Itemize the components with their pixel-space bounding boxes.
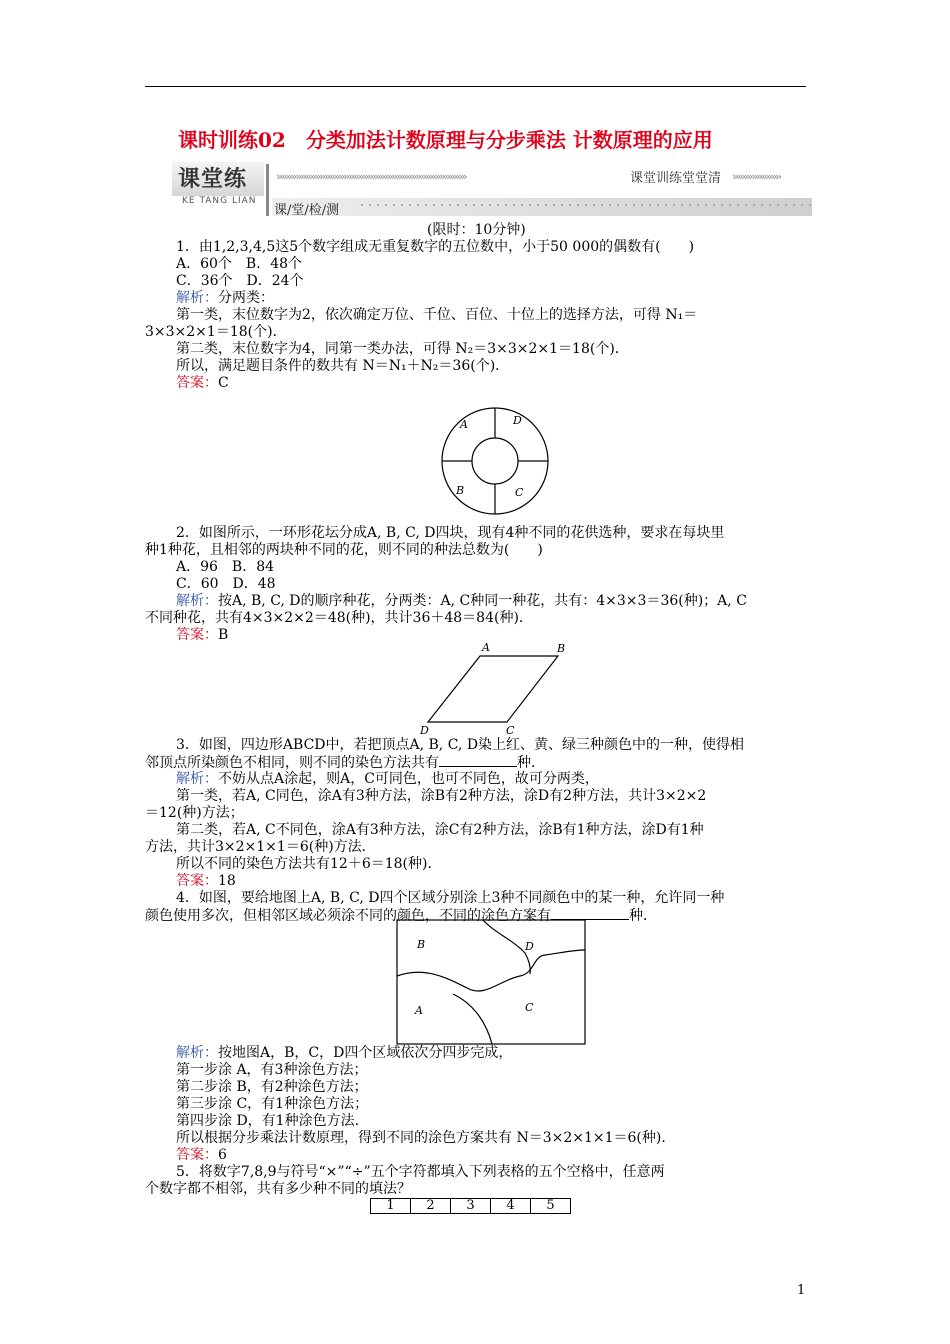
q4-step2: 第二步涂 B，有2种涂色方法； xyxy=(176,1079,368,1095)
ring-label-a: A xyxy=(460,418,468,431)
q1-stem: 1．由1,2,3,4,5这5个数字组成无重复数字的五位数中，小于50 000的偶数有( ) xyxy=(176,239,695,255)
q2-solution-text: 按A, B, C, D的顺序种花，分两类：A, C种同一种花，共有：4×3×3＝36(种)；A, C xyxy=(218,593,747,609)
ring-figure xyxy=(420,400,570,522)
quad-label-a: A xyxy=(482,641,490,654)
q3-stem-l1: 3．如图，四边形ABCD中，若把顶点A, B, C, D染上红、黄、绿三种颜色中的一种，使得相 xyxy=(176,737,745,753)
map-label-a: A xyxy=(415,1004,423,1017)
q3-solution-l7: 所以不同的染色方法共有12＋6＝18(种)． xyxy=(176,856,442,872)
q3-answer: 18 xyxy=(218,873,236,889)
parallelogram-figure xyxy=(410,640,580,738)
q3-stem-l2-text: 邻顶点所染颜色不相同，则不同的染色方法共有 xyxy=(145,755,439,771)
q1-solution-label: 解析： xyxy=(176,290,218,306)
q4-answer: 6 xyxy=(218,1147,227,1163)
q3-answer-blank xyxy=(439,754,517,767)
q5-stem-l1: 5．将数字7,8,9与符号“×”“÷”五个字符都填入下列表格的五个空格中，任意两 xyxy=(176,1164,665,1180)
q2-options-cd: C．60 D．48 xyxy=(176,576,276,592)
q1-solution-l1: 第一类，末位数字为2，依次确定万位、千位、百位、十位上的选择方法，可得 N₁＝ xyxy=(176,307,698,323)
q2-stem-l1: 2．如图所示，一环形花坛分成A, B, C, D四块，现有4种不同的花供选种，要求在每块里 xyxy=(176,525,725,541)
q1-answer-label: 答案： xyxy=(176,375,218,391)
dot-decoration xyxy=(358,202,812,208)
map-label-b: B xyxy=(417,938,426,951)
q4-stem-l2-text: 颜色使用多次，但相邻区域必须涂不同的颜色，不同的涂色方案有 xyxy=(145,908,551,924)
q5-stem-l2: 个数字都不相邻，共有多少种不同的填法？ xyxy=(145,1181,411,1197)
q1-solution-line xyxy=(176,290,846,307)
table-cell-2: 2 xyxy=(411,1199,451,1214)
ring-label-d: D xyxy=(513,414,522,427)
page-number: 1 xyxy=(797,1283,806,1298)
q4-stem-l2-end: 种． xyxy=(629,908,657,924)
q1-solution-l3: 第二类，末位数字为4，同第一类办法，可得 N₂＝3×3×2×1＝18(个)． xyxy=(176,341,629,357)
page-title: 课时训练02 分类加法计数原理与分步乘法 计数原理的应用 xyxy=(178,128,713,152)
banner-logo: 课堂练 xyxy=(172,162,264,196)
quad-label-c: C xyxy=(506,724,515,737)
q2-solution-line xyxy=(176,593,846,610)
q3-answer-line xyxy=(176,873,846,890)
q2-answer: B xyxy=(218,627,229,643)
banner-pinyin: KE TANG LIAN xyxy=(182,196,257,206)
table-cell-5: 5 xyxy=(531,1199,571,1214)
q5-table xyxy=(370,1198,571,1214)
q4-solution-line xyxy=(176,1045,846,1062)
q1-answer-line xyxy=(176,375,846,392)
map-figure xyxy=(395,918,587,1046)
q3-solution-line xyxy=(176,771,846,788)
q4-step4: 第四步涂 D，有1种涂色方法． xyxy=(176,1113,369,1129)
quad-label-b: B xyxy=(557,642,566,655)
table-row xyxy=(371,1199,571,1214)
map-label-d: D xyxy=(525,940,534,953)
ring-label-c: C xyxy=(515,486,524,499)
table-cell-1: 1 xyxy=(371,1199,411,1214)
arrow-decoration: ››››››››››››››››››››››››››››››››››››››››››››››››››››››››››››››››››››››››››››››› xyxy=(276,170,466,183)
q1-answer: C xyxy=(218,375,229,391)
q3-solution-l3: 第一类，若A, C同色，涂A有3种方法，涂B有2种方法，涂D有2种方法，共计3×2×2 xyxy=(176,788,707,804)
q1-options-ab: A．60个 B．48个 xyxy=(176,256,303,272)
q1-solution-text: 分两类： xyxy=(218,290,274,306)
quad-label-d: D xyxy=(420,724,429,737)
q4-solution-label: 解析： xyxy=(176,1045,218,1061)
banner-sub-label: 课/堂/检/测 xyxy=(274,203,340,218)
q4-answer-line xyxy=(176,1147,846,1164)
q2-solution-label: 解析： xyxy=(176,593,218,609)
q3-solution-l6: 方法，共计3×2×1×1＝6(种)方法． xyxy=(145,839,376,855)
q3-solution-text: 不妨从点A涂起，则A，C可同色，也可不同色，故可分两类， xyxy=(218,771,599,787)
map-label-c: C xyxy=(525,1001,534,1014)
q1-solution-l4: 所以，满足题目条件的数共有 N＝N₁＋N₂＝36(个)． xyxy=(176,358,510,374)
section-banner xyxy=(172,162,812,220)
q1-options-cd: C．36个 D．24个 xyxy=(176,273,304,289)
q4-solution-text: 按地图A，B，C，D四个区域依次分四步完成， xyxy=(218,1045,513,1061)
q3-solution-l4: ＝12(种)方法； xyxy=(145,805,244,821)
q4-conclusion: 所以根据分步乘法计数原理，得到不同的涂色方案共有 N＝3×2×1×1＝6(种)． xyxy=(176,1130,676,1146)
q4-answer-label: 答案： xyxy=(176,1147,218,1163)
q2-solution-l2: 不同种花，共有4×3×2×2＝48(种)，共计36＋48＝84(种)． xyxy=(145,610,533,626)
q3-stem-l2 xyxy=(145,754,815,772)
q2-answer-label: 答案： xyxy=(176,627,218,643)
q1-solution-l2: 3×3×2×1＝18(个)． xyxy=(145,324,287,340)
q3-answer-label: 答案： xyxy=(176,873,218,889)
ring-label-b: B xyxy=(456,484,465,497)
q3-solution-l5: 第二类，若A, C不同色，涂A有3种方法，涂C有2种方法，涂B有1种方法，涂D有1种 xyxy=(176,822,704,838)
banner-right-label: 课堂训练堂堂清 xyxy=(630,171,722,186)
table-cell-3: 3 xyxy=(451,1199,491,1214)
header-rule xyxy=(145,86,806,87)
q2-stem-l2: 种1种花，且相邻的两块种不同的花，则不同的种法总数为( ) xyxy=(145,542,543,558)
q4-step1: 第一步涂 A，有3种涂色方法； xyxy=(176,1062,368,1078)
arrow-decoration-right: ›››››››››››››››››››› xyxy=(732,170,780,183)
q2-options-ab: A．96 B．84 xyxy=(176,559,275,575)
banner-divider xyxy=(266,164,269,216)
q3-stem-l2-end: 种． xyxy=(517,755,545,771)
table-cell-4: 4 xyxy=(491,1199,531,1214)
time-limit: (限时：10分钟) xyxy=(427,222,526,238)
q4-step3: 第三步涂 C，有1种涂色方法； xyxy=(176,1096,369,1112)
q3-solution-label: 解析： xyxy=(176,771,218,787)
q4-stem-l1: 4．如图，要给地图上A, B, C, D四个区域分别涂上3种不同颜色中的某一种，允许同一种 xyxy=(176,890,725,906)
